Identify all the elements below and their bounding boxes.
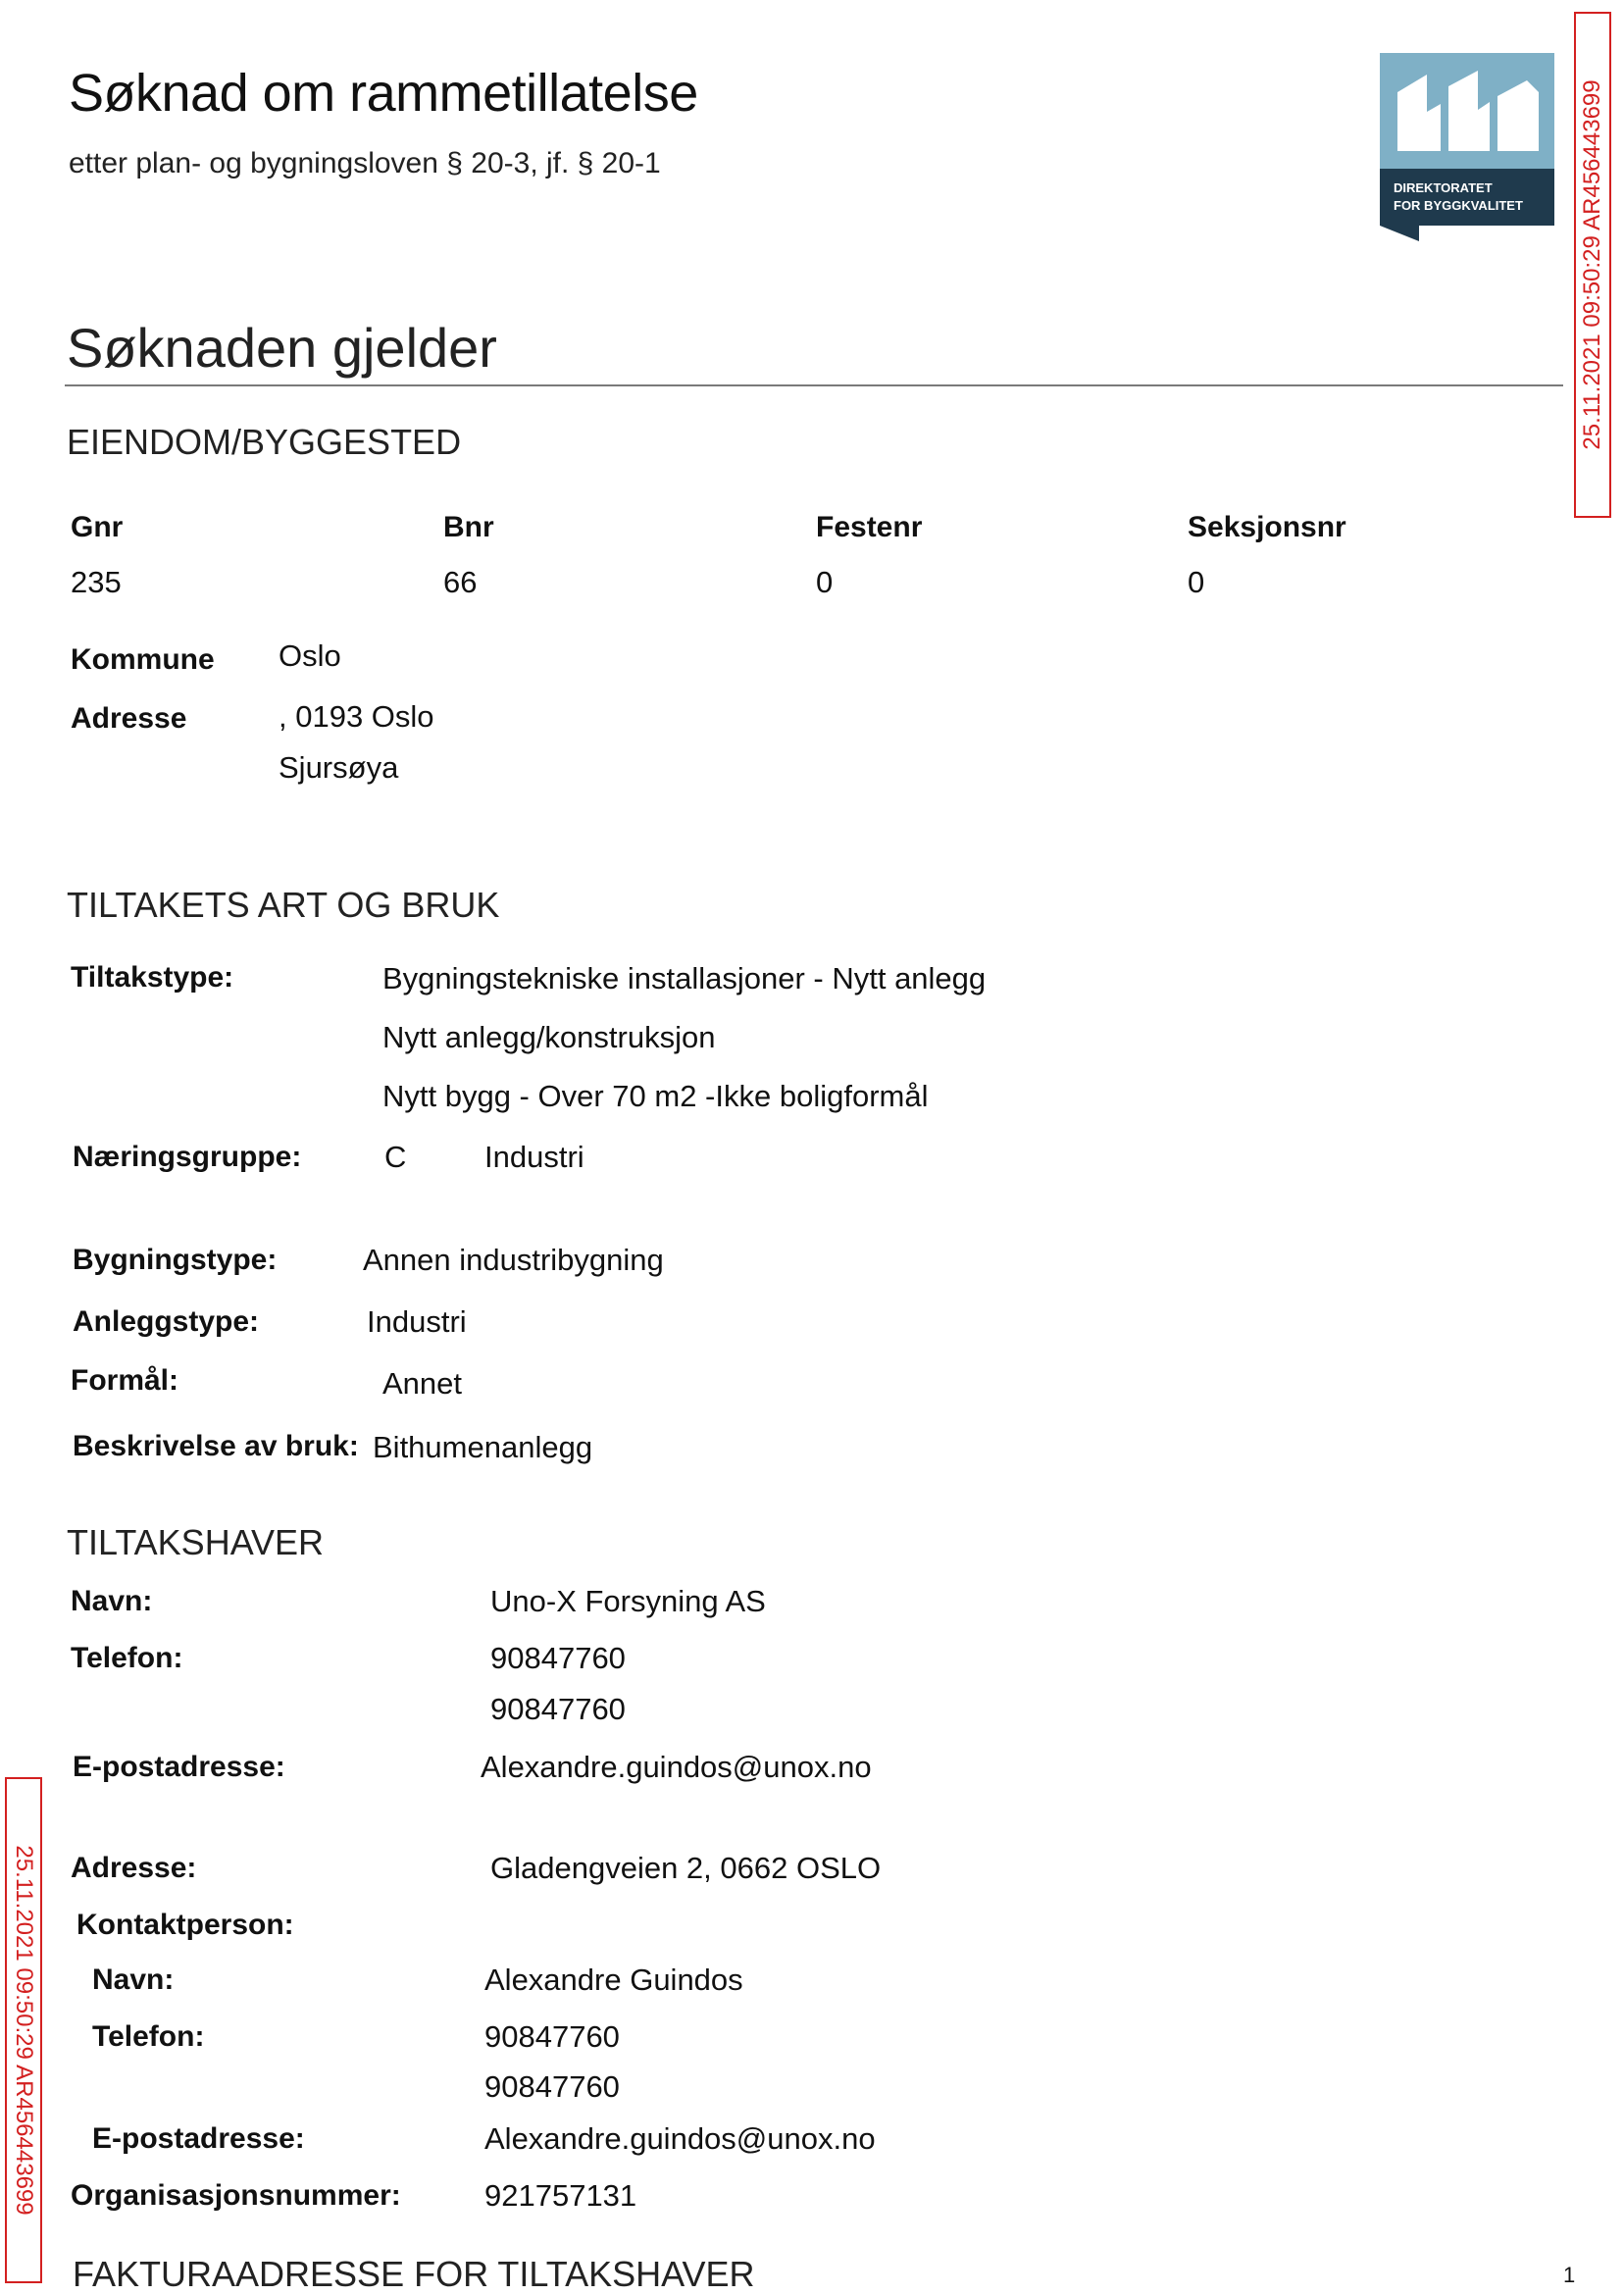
kontakt-telefon-value-1: 90847760 [484, 2019, 620, 2054]
tiltakshaver-telefon-value-1: 90847760 [490, 1641, 626, 1675]
timestamp-stamp-right [1574, 12, 1611, 518]
gnr-label: Gnr [71, 511, 124, 543]
anleggstype-label: Anleggstype: [73, 1305, 260, 1338]
kommune-label: Kommune [71, 643, 215, 676]
bnr-value: 66 [443, 565, 478, 599]
naeringsgruppe-value: Industri [484, 1140, 584, 1174]
kontakt-epost-label: E-postadresse: [92, 2122, 305, 2155]
document-title: Søknad om rammetillatelse [69, 64, 698, 123]
beskrivelse-value: Bithumenanlegg [373, 1430, 593, 1464]
document-subtitle: etter plan- og bygningsloven § 20-3, jf. § 20-1 [69, 147, 661, 179]
tiltakshaver-adresse-value: Gladengveien 2, 0662 OSLO [490, 1851, 882, 1885]
timestamp-stamp-text: 25.11.2021 09:50:29 AR456443699 [1579, 79, 1605, 450]
kontakt-navn-label: Navn: [92, 1964, 175, 1996]
tiltakshaver-heading: TILTAKSHAVER [67, 1522, 325, 1562]
orgnr-value: 921757131 [484, 2178, 637, 2213]
adresse-label: Adresse [71, 702, 187, 735]
naeringsgruppe-code: C [384, 1140, 407, 1174]
bygningstype-value: Annen industribygning [363, 1243, 664, 1277]
kontakt-telefon-label: Telefon: [92, 2020, 205, 2053]
tiltakstype-value-3: Nytt bygg - Over 70 m2 -Ikke boligformål [382, 1079, 929, 1113]
timestamp-stamp-left [5, 1777, 42, 2283]
festenr-value: 0 [816, 565, 834, 599]
adresse-line2: Sjursøya [279, 750, 399, 785]
bygningstype-label: Bygningstype: [73, 1244, 278, 1276]
faktura-heading: FAKTURAADRESSE FOR TILTAKSHAVER [73, 2254, 755, 2294]
gnr-value: 235 [71, 565, 122, 599]
section-heading-soknaden-gjelder: Søknaden gjelder [67, 317, 497, 379]
timestamp-stamp-text: 25.11.2021 09:50:29 AR456443699 [11, 1845, 37, 2216]
page-number: 1 [1563, 2263, 1576, 2287]
tiltakshaver-epost-label: E-postadresse: [73, 1751, 285, 1783]
tiltakshaver-telefon-value-2: 90847760 [490, 1692, 626, 1726]
festenr-label: Festenr [816, 511, 923, 543]
orgnr-label: Organisasjonsnummer: [71, 2179, 401, 2212]
kommune-value: Oslo [279, 638, 341, 673]
tiltakstype-value-2: Nytt anlegg/konstruksjon [382, 1020, 716, 1054]
seksjonsnr-label: Seksjonsnr [1188, 511, 1346, 543]
adresse-line1: , 0193 Oslo [279, 699, 434, 734]
tiltakshaver-navn-label: Navn: [71, 1585, 153, 1617]
bnr-label: Bnr [443, 511, 494, 543]
tiltakshaver-telefon-label: Telefon: [71, 1642, 183, 1674]
eiendom-heading: EIENDOM/BYGGESTED [67, 422, 462, 462]
dibk-logo-icon [1380, 53, 1554, 241]
formal-label: Formål: [71, 1364, 179, 1397]
logo-text-line2: FOR BYGGKVALITET [1394, 198, 1523, 213]
beskrivelse-label: Beskrivelse av bruk: [73, 1430, 359, 1462]
tiltakshaver-adresse-label: Adresse: [71, 1852, 197, 1884]
tiltakstype-label: Tiltakstype: [71, 961, 234, 994]
seksjonsnr-value: 0 [1188, 565, 1205, 599]
tiltakshaver-navn-value: Uno-X Forsyning AS [490, 1584, 766, 1618]
section-divider [65, 384, 1563, 386]
kontakt-navn-value: Alexandre Guindos [484, 1963, 743, 1997]
kontaktperson-label: Kontaktperson: [76, 1909, 294, 1941]
formal-value: Annet [382, 1366, 463, 1401]
tiltak-heading: TILTAKETS ART OG BRUK [67, 885, 500, 925]
naeringsgruppe-label: Næringsgruppe: [73, 1141, 302, 1173]
anleggstype-value: Industri [367, 1304, 467, 1339]
tiltakshaver-epost-value: Alexandre.guindos@unox.no [481, 1750, 872, 1784]
kontakt-telefon-value-2: 90847760 [484, 2069, 620, 2104]
logo-text-line1: DIREKTORATET [1394, 180, 1493, 195]
tiltakstype-value-1: Bygningstekniske installasjoner - Nytt anlegg [382, 961, 987, 995]
kontakt-epost-value: Alexandre.guindos@unox.no [484, 2121, 876, 2156]
